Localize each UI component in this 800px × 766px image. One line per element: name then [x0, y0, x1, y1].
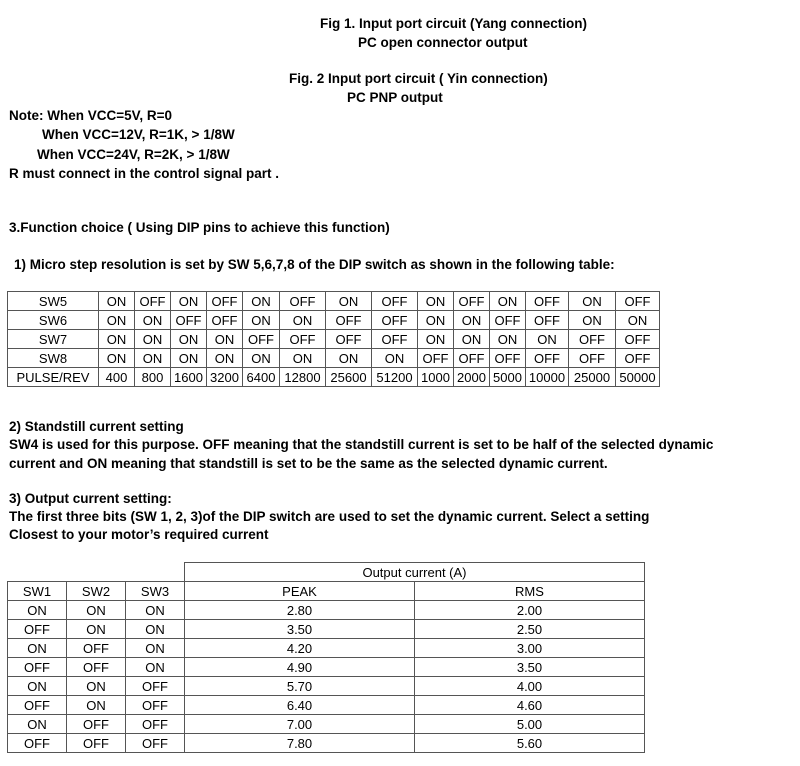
table-cell: 4.60 [415, 696, 645, 715]
table-cell: OFF [616, 292, 660, 311]
table-cell: ON [526, 330, 569, 349]
table-cell: OFF [8, 696, 67, 715]
table-row [8, 734, 645, 753]
output-current-line-2: Closest to your motor’s required current [9, 527, 269, 542]
table-cell: ON [8, 639, 67, 658]
column-header: PEAK [185, 582, 415, 601]
table-cell: OFF [616, 349, 660, 368]
table-cell: ON [569, 311, 616, 330]
table-cell: OFF [67, 658, 126, 677]
table-cell: OFF [372, 311, 418, 330]
table-cell: OFF [490, 349, 526, 368]
table-cell: OFF [243, 330, 280, 349]
table-cell: ON [171, 330, 207, 349]
table-cell: 3.50 [415, 658, 645, 677]
micro-step-table [7, 291, 660, 387]
table-cell: OFF [8, 734, 67, 753]
table-cell: ON [135, 349, 171, 368]
table-cell: 5.00 [415, 715, 645, 734]
row-label-cell: SW6 [8, 311, 99, 330]
table-cell: ON [418, 330, 454, 349]
table-cell: OFF [454, 349, 490, 368]
table-row [8, 292, 660, 311]
note-line-4: R must connect in the control signal part . [9, 166, 280, 181]
table-cell: OFF [126, 677, 185, 696]
table-cell: 6400 [243, 368, 280, 387]
table-cell: ON [490, 330, 526, 349]
table-cell: OFF [326, 311, 372, 330]
table-cell: 50000 [616, 368, 660, 387]
fig1-subtitle: PC open connector output [358, 35, 528, 50]
table-cell: 3.00 [415, 639, 645, 658]
table-cell: OFF [126, 715, 185, 734]
table-cell: ON [67, 620, 126, 639]
table-cell: OFF [569, 330, 616, 349]
table-cell: 4.90 [185, 658, 415, 677]
table-cell: ON [99, 311, 135, 330]
table-row [8, 311, 660, 330]
table-cell: OFF [454, 292, 490, 311]
table-cell: ON [454, 311, 490, 330]
table-cell: OFF [326, 330, 372, 349]
column-header-row [8, 582, 645, 601]
standstill-title: 2) Standstill current setting [9, 419, 184, 434]
table-cell: ON [418, 311, 454, 330]
table-row [8, 677, 645, 696]
table-cell: ON [8, 601, 67, 620]
table-cell: OFF [372, 292, 418, 311]
table-cell: 6.40 [185, 696, 415, 715]
table-cell: 25600 [326, 368, 372, 387]
section-heading: 3.Function choice ( Using DIP pins to achieve this function) [9, 220, 390, 235]
column-header: SW3 [126, 582, 185, 601]
table-cell: 51200 [372, 368, 418, 387]
table-cell: ON [67, 601, 126, 620]
table-row [8, 658, 645, 677]
table-cell: OFF [67, 639, 126, 658]
table-cell: OFF [126, 734, 185, 753]
table-cell: 800 [135, 368, 171, 387]
note-line-1: Note: When VCC=5V, R=0 [9, 108, 173, 123]
output-current-line-1: The first three bits (SW 1, 2, 3)of the DIP switch are used to set the dynamic current. Select a setting [9, 509, 650, 524]
table-cell: ON [490, 292, 526, 311]
table-cell: ON [126, 639, 185, 658]
table-cell: ON [454, 330, 490, 349]
table-cell: OFF [526, 311, 569, 330]
output-current-group-header: Output current (A) [185, 563, 645, 582]
table-cell: ON [326, 292, 372, 311]
table-cell: 7.00 [185, 715, 415, 734]
table-cell: ON [171, 349, 207, 368]
table-cell: 3.50 [185, 620, 415, 639]
table-cell: OFF [418, 349, 454, 368]
table-cell: OFF [280, 292, 326, 311]
table-cell: OFF [490, 311, 526, 330]
empty-cell [67, 563, 126, 582]
fig2-subtitle: PC PNP output [347, 90, 443, 105]
table-cell: OFF [569, 349, 616, 368]
table-cell: 2.80 [185, 601, 415, 620]
table-cell: OFF [8, 620, 67, 639]
table-cell: ON [280, 349, 326, 368]
table-row [8, 696, 645, 715]
empty-cell [8, 563, 67, 582]
row-label-cell: PULSE/REV [8, 368, 99, 387]
table-cell: 400 [99, 368, 135, 387]
table-cell: 25000 [569, 368, 616, 387]
table-cell: ON [207, 349, 243, 368]
table-row [8, 349, 660, 368]
table-cell: OFF [8, 658, 67, 677]
table-cell: OFF [67, 734, 126, 753]
table-cell: ON [372, 349, 418, 368]
table-cell: ON [135, 311, 171, 330]
table-cell: ON [616, 311, 660, 330]
table-cell: OFF [526, 292, 569, 311]
table-cell: ON [99, 292, 135, 311]
table-cell: ON [8, 715, 67, 734]
table-row [8, 715, 645, 734]
column-header: RMS [415, 582, 645, 601]
table-cell: ON [326, 349, 372, 368]
table-cell: ON [135, 330, 171, 349]
table-cell: OFF [171, 311, 207, 330]
table-cell: 10000 [526, 368, 569, 387]
table-cell: 5000 [490, 368, 526, 387]
table-cell: 2.00 [415, 601, 645, 620]
note-line-3: When VCC=24V, R=2K, > 1/8W [37, 147, 230, 162]
row-label-cell: SW5 [8, 292, 99, 311]
table-cell: 5.70 [185, 677, 415, 696]
table-cell: 5.60 [415, 734, 645, 753]
table-cell: OFF [207, 311, 243, 330]
output-current-title: 3) Output current setting: [9, 491, 172, 506]
table-cell: OFF [526, 349, 569, 368]
table-cell: ON [207, 330, 243, 349]
fig1-title: Fig 1. Input port circuit (Yang connection) [320, 16, 588, 31]
table-cell: ON [171, 292, 207, 311]
table-cell: ON [67, 677, 126, 696]
table-cell: ON [99, 330, 135, 349]
table-cell: ON [126, 601, 185, 620]
table-row [8, 620, 645, 639]
table-cell: 4.20 [185, 639, 415, 658]
table-cell: 2000 [454, 368, 490, 387]
table-header-row [8, 563, 645, 582]
table-cell: 12800 [280, 368, 326, 387]
table-cell: 3200 [207, 368, 243, 387]
table-cell: 7.80 [185, 734, 415, 753]
table-cell: ON [243, 349, 280, 368]
table-cell: ON [243, 292, 280, 311]
row-label-cell: SW7 [8, 330, 99, 349]
fig2-title: Fig. 2 Input port circuit ( Yin connection) [289, 71, 548, 86]
table-cell: 2.50 [415, 620, 645, 639]
table-cell: OFF [372, 330, 418, 349]
table-cell: 1000 [418, 368, 454, 387]
table-cell: OFF [616, 330, 660, 349]
table-row [8, 639, 645, 658]
table-cell: ON [67, 696, 126, 715]
table-cell: ON [243, 311, 280, 330]
standstill-line-1: SW4 is used for this purpose. OFF meaning that the standstill current is set to be half of the selected dynamic [9, 437, 714, 452]
micro-step-description: 1) Micro step resolution is set by SW 5,6,7,8 of the DIP switch as shown in the following table: [14, 257, 615, 272]
row-label-cell: SW8 [8, 349, 99, 368]
table-cell: ON [569, 292, 616, 311]
table-cell: 1600 [171, 368, 207, 387]
table-cell: ON [280, 311, 326, 330]
table-cell: OFF [135, 292, 171, 311]
note-line-2: When VCC=12V, R=1K, > 1/8W [42, 127, 235, 142]
empty-cell [126, 563, 185, 582]
table-cell: ON [8, 677, 67, 696]
table-cell: OFF [126, 696, 185, 715]
table-cell: OFF [280, 330, 326, 349]
table-cell: OFF [67, 715, 126, 734]
output-current-table [7, 562, 645, 753]
table-row [8, 368, 660, 387]
column-header: SW1 [8, 582, 67, 601]
table-cell: 4.00 [415, 677, 645, 696]
column-header: SW2 [67, 582, 126, 601]
table-cell: ON [126, 620, 185, 639]
table-cell: ON [99, 349, 135, 368]
table-cell: OFF [207, 292, 243, 311]
table-row [8, 330, 660, 349]
table-cell: ON [418, 292, 454, 311]
table-row [8, 601, 645, 620]
table-cell: ON [126, 658, 185, 677]
standstill-line-2: current and ON meaning that standstill is set to be the same as the selected dynamic current. [9, 456, 608, 471]
